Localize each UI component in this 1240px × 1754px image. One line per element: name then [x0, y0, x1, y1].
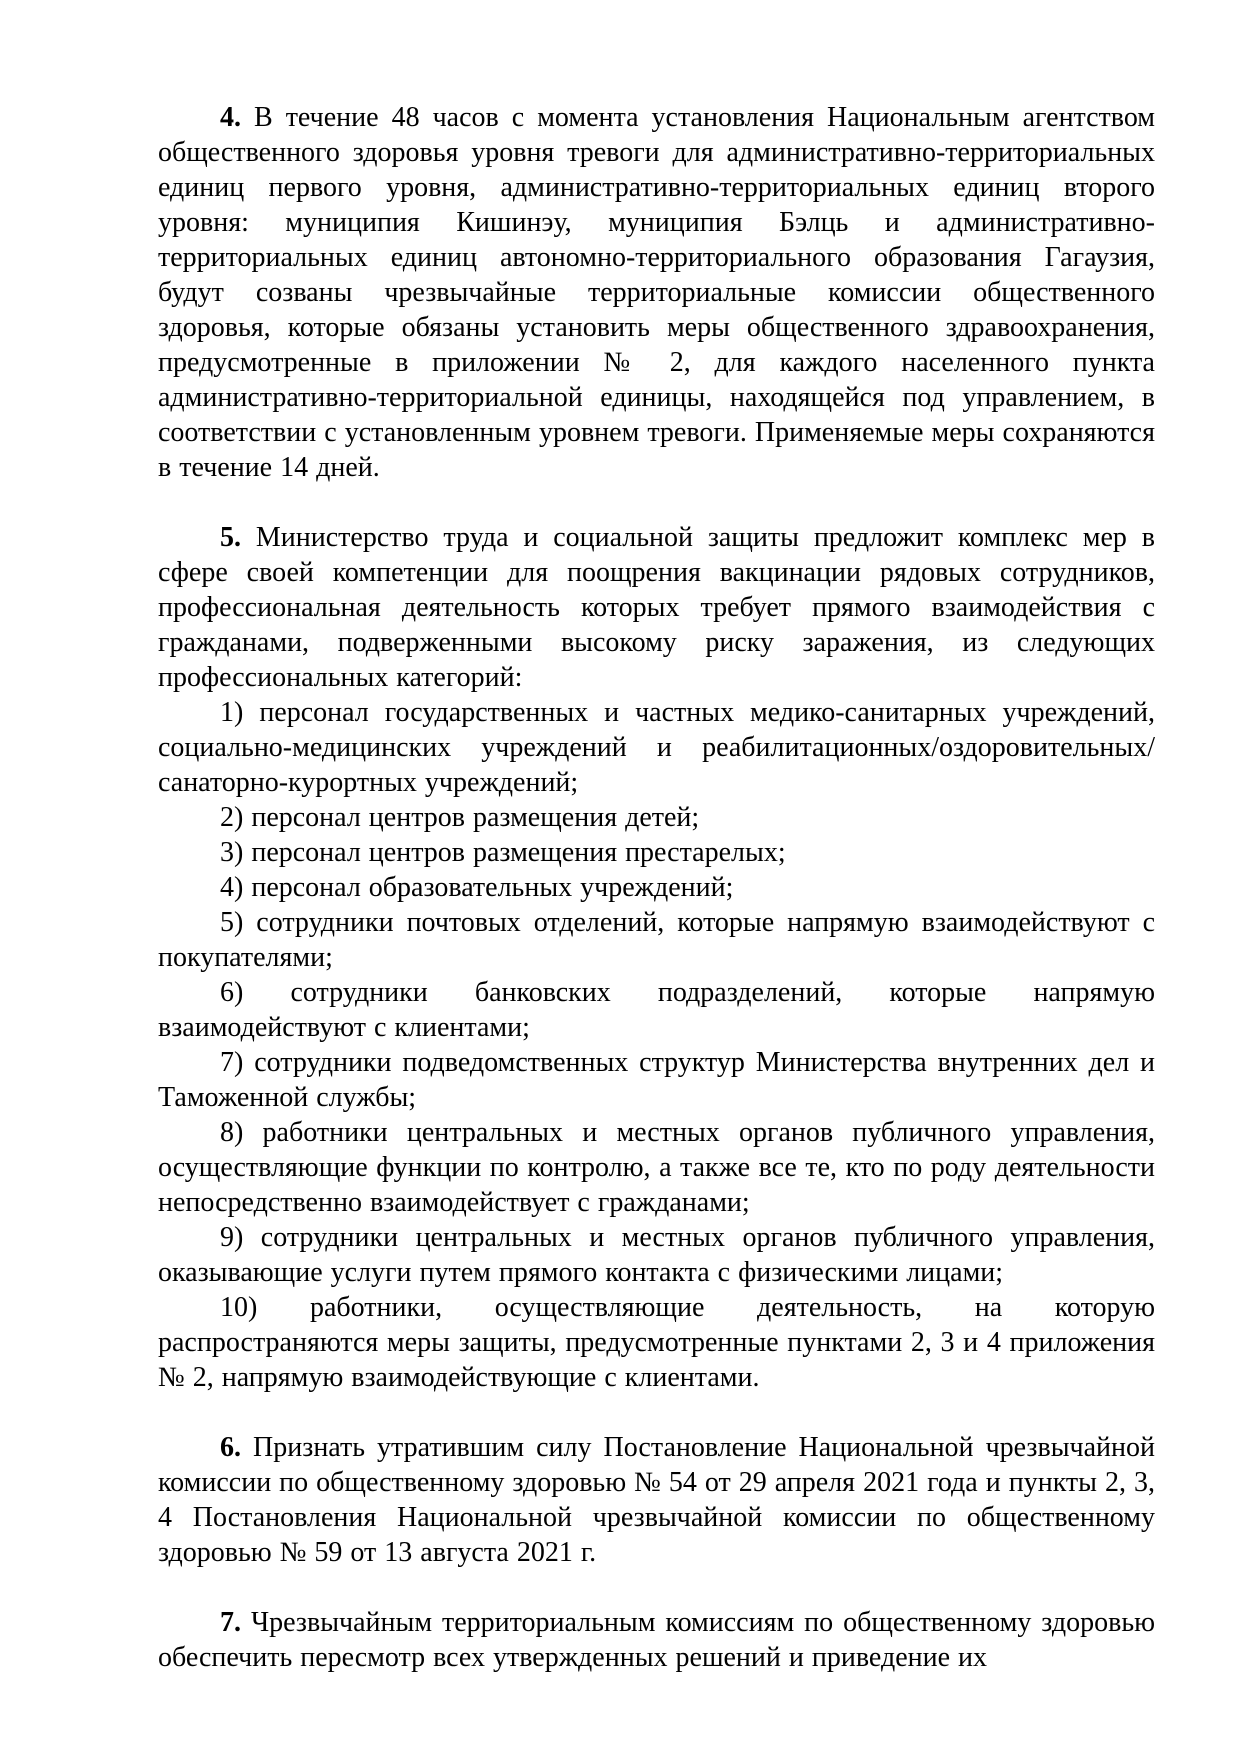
- paragraph-4-body: В течение 48 часов с момента установления Национальным агентством общественного здоровья уровня тревоги для административно-территориальных единиц первого уровня, административно-территориальных единиц второго уровня: муниципия Кишинэу, муниципия Бэлць и административно-территориальных единиц автономно-территориального образования Гагаузия, будут созваны чрезвычайные территориальные комиссии общественного здоровья, которые обязаны установить меры общественного здравоохранения, предусмотренные в приложении № 2, для каждого населенного пункта административно-территориальной единицы, находящейся под управлением, в соответствии с установленным уровнем тревоги. Применяемые меры сохраняются в течение 14 дней.: [158, 102, 1156, 483]
- paragraph-5-marker: 5.: [220, 522, 241, 553]
- paragraph-6-body: Признать утратившим силу Постановление Национальной чрезвычайной комиссии по общественному здоровью № 54 от 29 апреля 2021 года и пункты 2, 3, 4 Постановления Национальной чрезвычайной комиссии по общественному здоровью № 59 от 13 августа 2021 г.: [158, 1432, 1155, 1568]
- list-item-7-marker: 7): [220, 1047, 244, 1078]
- list-item-5-marker: 5): [220, 907, 244, 938]
- list-item-3-body: персонал центров размещения престарелых;: [251, 837, 786, 868]
- list-item-7-body: сотрудники подведомственных структур Министерства внутренних дел и Таможенной службы;: [158, 1047, 1156, 1113]
- list-item-6: [158, 975, 1155, 1045]
- paragraph-6-marker: 6.: [220, 1432, 241, 1463]
- list-item-7: [158, 1045, 1155, 1115]
- paragraph-5: [158, 520, 1155, 695]
- list-item-1: [158, 695, 1155, 800]
- list-item-9-body: сотрудники центральных и местных органов публичного управления, оказывающие услуги путем прямого контакта с физическими лицами;: [158, 1222, 1155, 1288]
- paragraph-7-marker: 7.: [220, 1607, 241, 1638]
- list-item-6-marker: 6): [220, 977, 244, 1008]
- list-item-3-marker: 3): [220, 837, 244, 868]
- paragraph-4: [158, 100, 1155, 485]
- list-item-5: [158, 905, 1155, 975]
- list-item-9: [158, 1220, 1155, 1290]
- list-item-6-body: сотрудники банковских подразделений, которые напрямую взаимодействуют с клиентами;: [158, 977, 1155, 1043]
- list-item-2-body: персонал центров размещения детей;: [251, 802, 700, 833]
- list-item-8-marker: 8): [220, 1117, 244, 1148]
- list-item-8: [158, 1115, 1155, 1220]
- list-item-2: [158, 800, 1155, 835]
- list-item-1-marker: 1): [220, 697, 244, 728]
- list-item-9-marker: 9): [220, 1222, 244, 1253]
- paragraph-6: [158, 1430, 1155, 1570]
- list-item-8-body: работники центральных и местных органов публичного управления, осуществляющие функции по контролю, а также все те, кто по роду деятельности непосредственно взаимодействует с гражданами;: [158, 1117, 1155, 1218]
- list-item-1-body: персонал государственных и частных медико-санитарных учреждений, социально-медицинских учреждений и реабилитационных/оздоровительных/санаторно-курортных учреждений;: [158, 697, 1155, 798]
- paragraph-4-marker: 4.: [220, 102, 241, 133]
- list-item-10: [158, 1290, 1155, 1395]
- paragraph-5-body: Министерство труда и социальной защиты предложит комплекс мер в сфере своей компетенции для поощрения вакцинации рядовых сотрудников, профессиональная деятельность которых требует прямого взаимодействия с гражданами, подверженными высокому риску заражения, из следующих профессиональных категорий:: [158, 522, 1156, 693]
- list-item-4: [158, 870, 1155, 905]
- list-item-5-body: сотрудники почтовых отделений, которые напрямую взаимодействуют с покупателями;: [158, 907, 1155, 973]
- list-item-2-marker: 2): [220, 802, 244, 833]
- list-item-10-marker: 10): [220, 1292, 258, 1323]
- list-item-4-marker: 4): [220, 872, 244, 903]
- list-item-3: [158, 835, 1155, 870]
- paragraph-7-body: Чрезвычайным территориальным комиссиям по общественному здоровью обеспечить пересмотр всех утвержденных решений и приведение их: [158, 1607, 1156, 1673]
- list-item-4-body: персонал образовательных учреждений;: [251, 872, 734, 903]
- paragraph-7: [158, 1605, 1155, 1675]
- list-item-10-body: работники, осуществляющие деятельность, на которую распространяются меры защиты, предусмотренные пунктами 2, 3 и 4 приложения № 2, напрямую взаимодействующие с клиентами.: [158, 1292, 1156, 1393]
